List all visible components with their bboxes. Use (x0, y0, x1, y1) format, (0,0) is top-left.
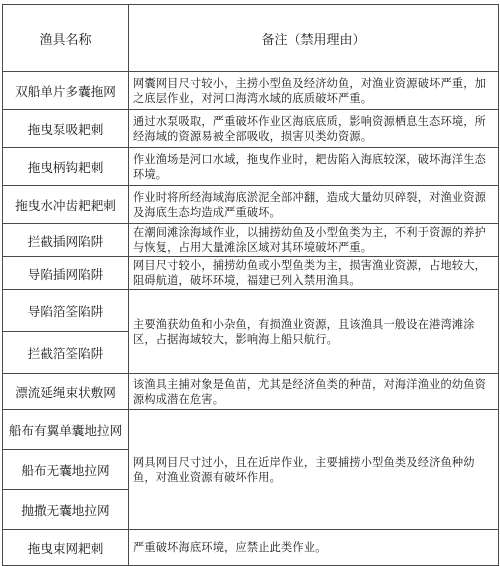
gear-name: 抛撒无囊地拉网 (3, 490, 129, 530)
table-row (3, 110, 499, 148)
gear-name: 拖曳水冲齿耙耙刺 (3, 186, 129, 224)
gear-name: 漂流延绳束状敷网 (3, 374, 129, 410)
gear-name: 导陷插网陷阱 (3, 257, 129, 290)
gear-note: 网具网目尺寸过小，且在近岸作业，主要捕捞小型鱼类及经济鱼种幼鱼，对渔业资源有破坏作用。 (129, 410, 499, 530)
table-row (3, 410, 499, 450)
table-row (3, 290, 499, 332)
table-row (3, 257, 499, 290)
gear-name: 导陷箔筌陷阱 (3, 290, 129, 332)
gear-name: 船布有翼单囊地拉网 (3, 410, 129, 450)
gear-name: 双船单片多囊拖网 (3, 72, 129, 110)
gear-note: 网囊网目尺寸较小，主捞小型鱼及经济幼鱼，对渔业资源破坏严重，加之底层作业，对河口海湾水域的底质破坏严重。 (129, 72, 499, 110)
gear-name: 拖曳泵吸耙刺 (3, 110, 129, 148)
table-row (3, 224, 499, 257)
table-row (3, 530, 499, 566)
gear-note: 该渔具主捕对象是鱼苗，尤其是经济鱼类的种苗，对海洋渔业的幼鱼资源构成潜在危害。 (129, 374, 499, 410)
gear-note: 作业时将所经海域海底淤泥全部冲翻，造成大量幼贝碎裂，对渔业资源及海底生态均造成严重破坏。 (129, 186, 499, 224)
gear-note: 网目尺寸较小，捕捞幼鱼或小型鱼类为主，损害渔业资源，占地较大，阻碍航道，破坏环境，福建已列入禁用渔具。 (129, 257, 499, 290)
gear-note: 通过水泵吸取，严重破坏作业区海底底质，影响资源栖息生态环境，所经海域的资源易被全部吸收，损害贝类幼资源。 (129, 110, 499, 148)
table-row (3, 148, 499, 186)
gear-note: 主要渔获幼鱼和小杂鱼，有损渔业资源，且该渔具一般设在港湾滩涂区，占据海域较大，影响海上船只航行。 (129, 290, 499, 374)
gear-note: 严重破坏海底环境，应禁止此类作业。 (129, 530, 499, 566)
gear-name: 拦截箔筌陷阱 (3, 332, 129, 374)
gear-name: 拖曳柄钩耙刺 (3, 148, 129, 186)
gear-note: 在潮间滩涂海域作业，以捕捞幼鱼及小型鱼类为主，不利于资源的养护与恢复，占用大量滩涂区域对其环境破坏严重。 (129, 224, 499, 257)
gear-name: 拦截插网陷阱 (3, 224, 129, 257)
table-row (3, 186, 499, 224)
table-header-row (3, 5, 499, 72)
gear-note: 作业渔场是河口水域，拖曳作业时，耙齿陷入海底较深，破坏海洋生态环境。 (129, 148, 499, 186)
table-row (3, 374, 499, 410)
header-gear-name: 渔具名称 (3, 5, 129, 72)
header-remarks: 备注（禁用理由） (129, 5, 499, 72)
gear-name: 船布无囊地拉网 (3, 450, 129, 490)
banned-gear-table (2, 4, 499, 566)
gear-name: 拖曳束网耙刺 (3, 530, 129, 566)
table-row (3, 72, 499, 110)
